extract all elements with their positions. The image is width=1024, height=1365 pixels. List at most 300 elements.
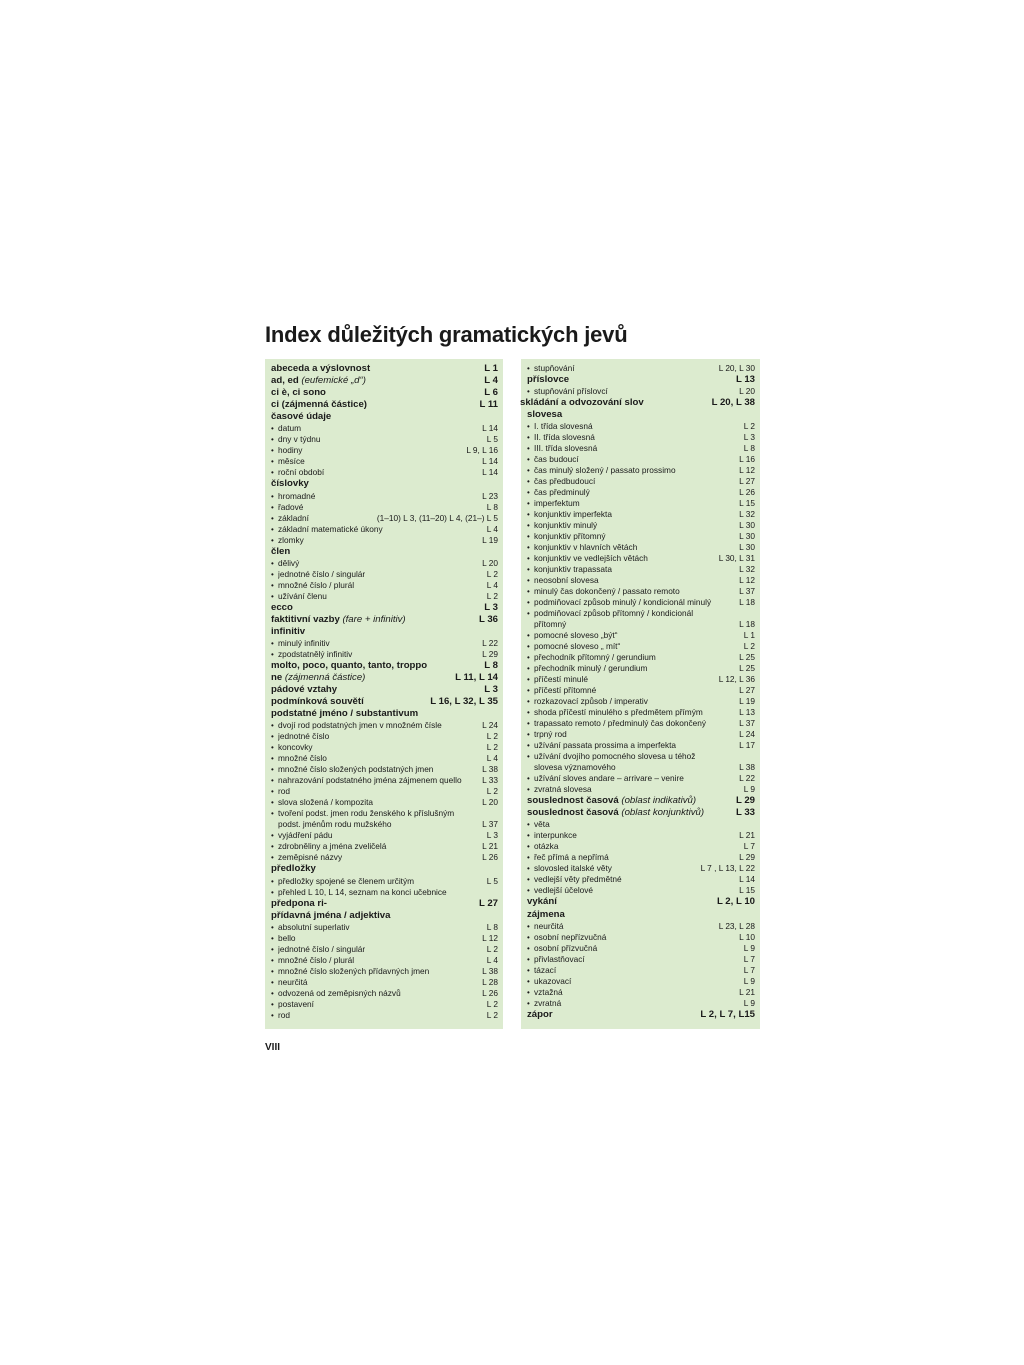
entry-label: • stupňování — [534, 363, 575, 373]
index-entry — [271, 808, 498, 819]
entry-label: abeceda a výslovnost — [271, 363, 371, 374]
entry-label: • trapassato remoto / předminulý čas dokončený — [534, 718, 707, 729]
lesson-reference: L 18 — [739, 597, 755, 608]
index-heading — [527, 1009, 755, 1021]
entry-label: • vedlejší věty předmětné — [534, 874, 622, 885]
entry-label: • osobní nepřízvučná — [534, 931, 607, 942]
index-heading — [527, 795, 755, 807]
lesson-reference: L 4 — [486, 954, 498, 965]
entry-label: • koncovky — [278, 742, 313, 753]
lesson-reference: L 14 — [739, 874, 755, 885]
lesson-reference: L 2, L 10 — [716, 896, 755, 908]
index-heading — [271, 660, 498, 672]
entry-label: podst. jménům rodu mužského — [278, 819, 392, 830]
index-column-left — [265, 359, 503, 1029]
index-entry — [527, 885, 755, 896]
lesson-reference: L 1 — [743, 630, 755, 641]
index-heading — [271, 411, 498, 423]
entry-label: • dělivý — [278, 557, 300, 568]
index-entry — [527, 520, 755, 531]
lesson-reference: L 12 — [482, 932, 498, 943]
index-entry — [527, 619, 755, 630]
index-heading — [271, 708, 498, 720]
entry-label: • jednotné číslo / singulár — [278, 943, 366, 954]
lesson-reference: L 20 — [482, 797, 498, 808]
entry-label: • zvratná slovesa — [534, 784, 592, 795]
index-entry — [527, 663, 755, 674]
entry-label: • dvojí rod podstatných jmen v množném čísle — [278, 720, 442, 731]
entry-label: • zvratná — [534, 997, 562, 1008]
lesson-reference: L 25 — [739, 663, 755, 674]
lesson-reference: L 15 — [739, 498, 755, 509]
lesson-reference: L 26 — [482, 987, 498, 998]
index-entry — [527, 762, 755, 773]
lesson-reference: L 8 — [484, 659, 498, 671]
index-entry — [527, 696, 755, 707]
index-heading — [527, 374, 755, 386]
entry-label: pádové vztahy — [271, 684, 338, 696]
index-entry — [271, 955, 498, 966]
index-entry — [527, 443, 755, 454]
index-entry — [271, 720, 498, 731]
lesson-reference: L 16, L 32, L 35 — [430, 696, 498, 708]
entry-label: • rod — [278, 1009, 290, 1020]
entry-label: • užívání sloves andare – arrivare – venire — [534, 773, 684, 784]
entry-label: • I. třída slovesná — [534, 421, 593, 432]
entry-label: ne (zájmenná částice) — [271, 672, 366, 684]
entry-label: • interpunkce — [534, 830, 577, 841]
entry-label: • hromadné — [278, 490, 316, 501]
entry-label: • přechodník přítomný / gerundium — [534, 652, 656, 663]
entry-label: • podmiňovací způsob přítomný / kondicionál — [534, 608, 694, 619]
lesson-reference: L 14 — [482, 467, 498, 478]
entry-label: • III. třída slovesná — [534, 443, 598, 454]
page-title: Index důležitých gramatických jevů — [265, 322, 628, 347]
lesson-reference: L 38 — [482, 965, 498, 976]
entry-label: • nahrazování podstatného jména zájmenem quello — [278, 775, 462, 786]
index-heading — [271, 387, 498, 399]
lesson-reference: L 12 — [739, 575, 755, 586]
entry-label: • postavení — [278, 998, 314, 1009]
index-entry — [527, 852, 755, 863]
index-heading — [271, 614, 498, 626]
entry-label: • čas minulý složený / passato prossimo — [534, 465, 676, 476]
lesson-reference: L 23, L 28 — [718, 920, 755, 931]
index-entry — [527, 943, 755, 954]
index-entry — [271, 524, 498, 535]
index-entry — [527, 987, 755, 998]
index-entry — [527, 863, 755, 874]
entry-label: • vztažná — [534, 986, 563, 997]
index-entry — [271, 933, 498, 944]
lesson-reference: L 37 — [739, 586, 755, 597]
entry-label: • slova složená / kompozita — [278, 797, 374, 808]
index-entry — [271, 558, 498, 569]
entry-label: • stupňování příslovcí — [534, 386, 608, 397]
index-entry — [527, 476, 755, 487]
lesson-reference: L 2 — [486, 943, 498, 954]
index-heading — [271, 684, 498, 696]
lesson-reference: L 19 — [739, 696, 755, 707]
index-entry — [527, 751, 755, 762]
lesson-reference: L 21 — [739, 986, 755, 997]
entry-label: • zpodstatnělý infinitiv — [278, 648, 353, 659]
lesson-reference: L 32 — [739, 564, 755, 575]
lesson-reference: L 6 — [484, 387, 498, 399]
index-entry — [527, 542, 755, 553]
index-entry — [527, 498, 755, 509]
lesson-reference: L 4 — [484, 375, 498, 387]
lesson-reference: L 19 — [482, 534, 498, 545]
lesson-reference: L 29 — [482, 648, 498, 659]
lesson-reference: L 3 — [486, 830, 498, 841]
entry-label: • základní — [278, 512, 309, 523]
entry-label: příslovce — [527, 374, 570, 385]
index-heading — [527, 896, 755, 908]
entry-label: • čas předminulý — [534, 487, 590, 498]
index-entry — [527, 965, 755, 976]
lesson-reference: L 18 — [739, 619, 755, 630]
entry-label: • odvozená od zeměpisných názvů — [278, 987, 401, 998]
entry-label: • tvoření podst. jmen rodu ženského k příslušným — [278, 808, 455, 819]
entry-label: • konjunktiv imperfekta — [534, 509, 612, 520]
lesson-reference: L 24 — [482, 720, 498, 731]
lesson-reference: L 8 — [743, 443, 755, 454]
entry-label: • konjunktiv ve vedlejších větách — [534, 553, 648, 564]
index-heading — [520, 397, 755, 409]
index-entry — [271, 491, 498, 502]
lesson-reference: L 13 — [739, 707, 755, 718]
lesson-reference: L 30 — [739, 520, 755, 531]
lesson-reference: L 32 — [739, 509, 755, 520]
index-entry — [527, 487, 755, 498]
lesson-reference: L 9 — [743, 975, 755, 986]
entry-label: • užívání členu — [278, 590, 327, 601]
index-heading — [271, 626, 498, 638]
index-entry — [271, 786, 498, 797]
entry-label: • užívání passata prossima a imperfekta — [534, 740, 677, 751]
lesson-reference: L 9, L 16 — [466, 445, 498, 456]
lesson-reference: L 28 — [482, 976, 498, 987]
lesson-reference: L 4 — [486, 579, 498, 590]
index-entry — [271, 580, 498, 591]
entry-label: člen — [271, 545, 291, 557]
index-entry — [271, 742, 498, 753]
entry-label: • předložky spojené se členem určitým — [278, 875, 415, 886]
index-heading — [527, 409, 755, 421]
index-entry — [271, 887, 498, 898]
index-entry — [527, 707, 755, 718]
lesson-reference: L 22 — [739, 773, 755, 784]
entry-label: • přehled L 10, L 14, seznam na konci učebnice — [278, 886, 447, 897]
entry-label: ci (zájmenná částice) — [271, 399, 367, 411]
index-entry — [527, 386, 755, 397]
lesson-reference: L 38 — [739, 762, 755, 773]
lesson-reference: L 2 — [743, 641, 755, 652]
entry-label: • zlomky — [278, 534, 304, 545]
lesson-reference: L 7 , L 13, L 22 — [700, 863, 755, 874]
entry-label: • vedlejší účelové — [534, 885, 594, 896]
index-heading — [527, 909, 755, 921]
lesson-reference: L 7 — [743, 953, 755, 964]
lesson-reference: L 33 — [482, 775, 498, 786]
index-entry — [527, 874, 755, 885]
index-heading — [271, 363, 498, 375]
lesson-reference: L 15 — [739, 885, 755, 896]
entry-label: skládání a odvozování slov — [520, 397, 644, 409]
index-entry — [527, 641, 755, 652]
index-entry — [271, 922, 498, 933]
entry-label: časové údaje — [271, 411, 332, 423]
index-entry — [527, 553, 755, 564]
lesson-reference: L 8 — [486, 501, 498, 512]
entry-label: • konjunktiv minulý — [534, 520, 598, 531]
entry-label: • množné číslo složených přídavných jmen — [278, 965, 430, 976]
lesson-reference: L 9 — [743, 942, 755, 953]
lesson-reference: L 29 — [735, 795, 755, 807]
entry-label: podmínková souvětí — [271, 696, 364, 708]
index-entry — [527, 685, 755, 696]
entry-label: • dny v týdnu — [278, 434, 321, 445]
lesson-reference: L 2 — [486, 742, 498, 753]
index-entry — [271, 513, 498, 524]
index-entry — [527, 509, 755, 520]
lesson-reference: L 2, L 7, L15 — [700, 1008, 755, 1020]
entry-label: • konjunktiv v hlavních větách — [534, 542, 638, 553]
entry-label: • minulý infinitiv — [278, 637, 330, 648]
entry-label: • čas budoucí — [534, 454, 579, 465]
lesson-reference: L 2 — [486, 568, 498, 579]
index-entry — [527, 718, 755, 729]
entry-label: • II. třída slovesná — [534, 432, 595, 443]
entry-note: (fare + infinitiv) — [339, 613, 406, 625]
index-entry — [527, 465, 755, 476]
entry-note: (eufemické „d“) — [298, 375, 366, 387]
entry-label: • pomocné sloveso „být“ — [534, 630, 618, 641]
lesson-reference: L 2 — [486, 786, 498, 797]
entry-label: • neurčitá — [534, 920, 564, 931]
page-number: VIII — [265, 1042, 281, 1053]
entry-label: • trpný rod — [534, 729, 567, 740]
index-entry — [527, 421, 755, 432]
entry-label: • množné číslo / plurál — [278, 954, 355, 965]
entry-label: • konjunktiv trapassata — [534, 564, 612, 575]
entry-label: • shoda příčestí minulého s předmětem přímým — [534, 707, 703, 718]
entry-label: souslednost časová (oblast indikativů) — [527, 795, 697, 807]
entry-label: • jednotné číslo — [278, 731, 330, 742]
index-entry — [527, 586, 755, 597]
lesson-reference: L 26 — [482, 852, 498, 863]
entry-label: • minulý čas dokončený / passato remoto — [534, 586, 680, 597]
entry-label: • imperfektum — [534, 498, 580, 509]
index-entry — [271, 797, 498, 808]
lesson-reference: L 2 — [486, 731, 498, 742]
index-heading — [271, 602, 498, 614]
lesson-reference: L 2 — [486, 1009, 498, 1020]
lesson-reference: L 3 — [743, 432, 755, 443]
lesson-reference: L 1 — [484, 363, 498, 374]
index-entry — [271, 1010, 498, 1021]
lesson-reference: L 9 — [743, 997, 755, 1008]
index-heading — [271, 898, 498, 910]
index-entry — [271, 841, 498, 852]
index-entry — [271, 445, 498, 456]
lesson-reference: L 25 — [739, 652, 755, 663]
index-entry — [271, 764, 498, 775]
entry-label: • absolutní superlativ — [278, 921, 350, 932]
lesson-reference: L 5 — [486, 434, 498, 445]
lesson-reference: L 13 — [735, 374, 755, 385]
index-entry — [527, 597, 755, 608]
lesson-reference: L 9 — [743, 784, 755, 795]
entry-label: • neosobní slovesa — [534, 575, 599, 586]
index-heading — [527, 807, 755, 819]
index-entry — [271, 966, 498, 977]
entry-label: ecco — [271, 601, 293, 613]
index-entry — [271, 638, 498, 649]
entry-label: • ukazovací — [534, 975, 572, 986]
entry-label: přítomný — [534, 619, 567, 630]
entry-note: (zájmenná částice) — [282, 672, 366, 684]
entry-label: předložky — [271, 863, 316, 875]
index-heading — [271, 863, 498, 875]
entry-label: souslednost časová (oblast konjunktivů) — [527, 807, 705, 819]
entry-label: • základní matematické úkony — [278, 523, 383, 534]
lesson-reference: L 33 — [735, 807, 755, 819]
index-entry — [527, 729, 755, 740]
lesson-reference: L 22 — [482, 637, 498, 648]
lesson-reference: L 20, L 30 — [718, 363, 755, 373]
lesson-reference: L 7 — [743, 841, 755, 852]
index-entry — [271, 434, 498, 445]
index-entry — [271, 535, 498, 546]
entry-label: • datum — [278, 423, 302, 434]
index-entry — [527, 773, 755, 784]
entry-label: • přechodník minulý / gerundium — [534, 663, 648, 674]
entry-label: slovesa významového — [534, 762, 616, 773]
index-entry — [527, 575, 755, 586]
index-entry — [527, 531, 755, 542]
entry-label: • pomocné sloveso „ mít“ — [534, 641, 621, 652]
lesson-reference: L 20 — [482, 557, 498, 568]
lesson-reference: L 11, L 14 — [455, 672, 498, 684]
lesson-reference: L 16 — [739, 454, 755, 465]
index-entry — [271, 977, 498, 988]
entry-label: • bello — [278, 932, 296, 943]
entry-label: číslovky — [271, 478, 309, 490]
index-heading — [271, 375, 498, 387]
entry-label: • jednotné číslo / singulár — [278, 568, 366, 579]
index-entry — [527, 740, 755, 751]
entry-note: (oblast indikativů) — [618, 795, 697, 807]
index-entry — [527, 976, 755, 987]
index-entry — [271, 819, 498, 830]
lesson-reference: L 7 — [743, 964, 755, 975]
index-entry — [271, 753, 498, 764]
entry-label: faktitivní vazby (fare + infinitiv) — [271, 613, 406, 625]
entry-label: • příčestí přítomné — [534, 685, 597, 696]
lesson-reference: L 21 — [482, 841, 498, 852]
lesson-reference: L 30 — [739, 542, 755, 553]
lesson-reference: L 20 — [739, 386, 755, 397]
lesson-reference: L 36 — [478, 613, 498, 625]
lesson-reference: L 11 — [479, 399, 498, 411]
index-heading — [271, 478, 498, 490]
lesson-reference: L 14 — [482, 456, 498, 467]
index-heading — [271, 696, 498, 708]
entry-label: • množné číslo složených podstatných jmen — [278, 764, 434, 775]
entry-label: • zeměpisné názvy — [278, 852, 343, 863]
entry-label: • přivlastňovací — [534, 953, 585, 964]
index-entry — [527, 841, 755, 852]
entry-label: • řadové — [278, 501, 304, 512]
index-heading — [271, 672, 498, 684]
lesson-reference: L 37 — [482, 819, 498, 830]
index-entry — [271, 456, 498, 467]
lesson-reference: L 27 — [739, 685, 755, 696]
entry-label: předpona ri- — [271, 897, 327, 909]
index-entry — [527, 819, 755, 830]
lesson-reference: L 27 — [739, 476, 755, 487]
index-entry — [527, 954, 755, 965]
entry-label: • rozkazovací způsob / imperativ — [534, 696, 648, 707]
lesson-reference: L 23 — [482, 490, 498, 501]
entry-label: • čas předbudoucí — [534, 476, 596, 487]
lesson-reference: L 5 — [486, 875, 498, 886]
entry-label: přídavná jména / adjektiva — [271, 909, 391, 921]
index-entry — [271, 649, 498, 660]
lesson-reference: L 37 — [739, 718, 755, 729]
lesson-reference: L 8 — [486, 921, 498, 932]
entry-label: • podmiňovací způsob minulý / kondicionál minulý — [534, 597, 712, 608]
index-heading — [271, 546, 498, 558]
index-entry — [271, 988, 498, 999]
entry-label: • konjunktiv přítomný — [534, 531, 606, 542]
index-entry — [271, 876, 498, 887]
index-entry — [271, 999, 498, 1010]
lesson-reference: L 29 — [739, 852, 755, 863]
entry-label: ad, ed (eufemické „d“) — [271, 375, 366, 387]
index-entry — [271, 423, 498, 434]
index-entry — [271, 591, 498, 602]
index-entry — [527, 652, 755, 663]
index-entry — [271, 775, 498, 786]
entry-label: • tázací — [534, 964, 557, 975]
lesson-reference: L 30 — [739, 531, 755, 542]
lesson-reference: L 2 — [486, 590, 498, 601]
lesson-reference: L 3 — [484, 601, 498, 613]
index-entry — [527, 921, 755, 932]
lesson-reference: L 26 — [739, 487, 755, 498]
lesson-reference: L 20, L 38 — [711, 397, 755, 409]
lesson-reference: L 14 — [482, 423, 498, 434]
lesson-reference: L 2 — [743, 421, 755, 432]
index-entry — [271, 467, 498, 478]
index-entry — [271, 731, 498, 742]
index-heading — [271, 910, 498, 922]
lesson-reference: (1–10) L 3, (11–20) L 4, (21–) L 5 — [376, 512, 498, 523]
entry-label: • množné číslo — [278, 753, 327, 764]
lesson-reference: L 27 — [478, 897, 498, 909]
index-entry — [271, 569, 498, 580]
entry-label: • osobní přízvučná — [534, 942, 598, 953]
entry-label: • řeč přímá a nepřímá — [534, 852, 609, 863]
index-entry — [271, 944, 498, 955]
entry-label: • zdrobněliny a jména zveličelá — [278, 841, 387, 852]
entry-label: slovesa — [527, 409, 563, 421]
entry-label: • neurčitá — [278, 976, 308, 987]
entry-label: • otázka — [534, 841, 559, 852]
